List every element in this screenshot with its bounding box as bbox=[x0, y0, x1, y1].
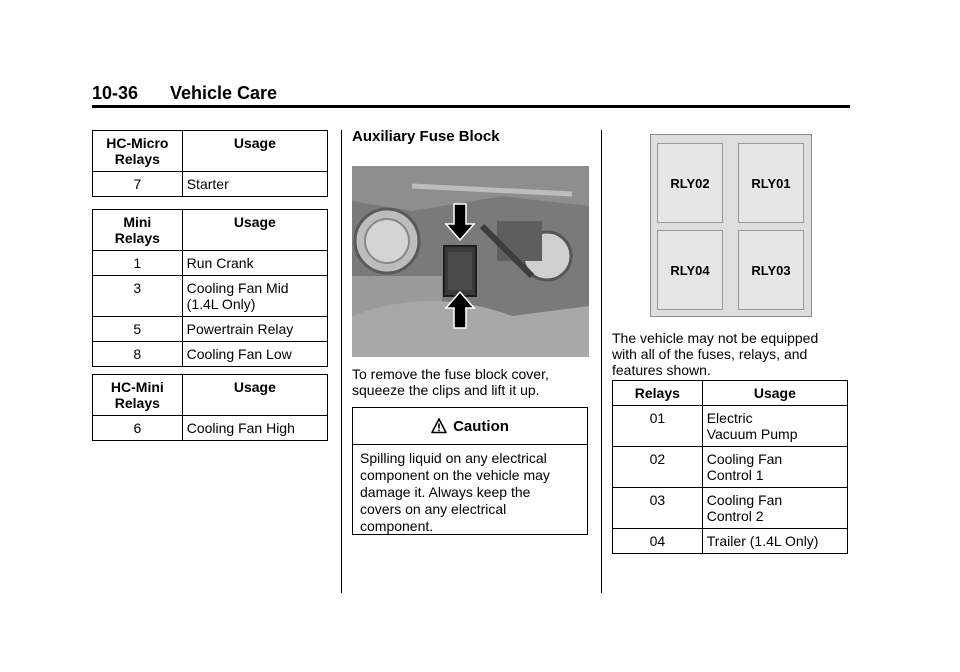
table-header-cell: Mini Relays bbox=[93, 210, 183, 251]
caution-heading-text: Caution bbox=[453, 417, 509, 435]
relay-number-cell: 01 bbox=[613, 406, 703, 447]
relay-usage-cell: Starter bbox=[182, 172, 327, 197]
caution-text: Spilling liquid on any electrical component on the vehicle may damage it. Always keep the covers on any electrical component. bbox=[360, 450, 550, 534]
relay-usage-cell: Run Crank bbox=[182, 251, 327, 276]
table-row bbox=[613, 447, 848, 488]
table-row bbox=[93, 276, 328, 317]
relay-number-cell: 02 bbox=[613, 447, 703, 488]
table-header-cell: Usage bbox=[182, 131, 327, 172]
table-row bbox=[93, 416, 328, 441]
relay-number-cell: 6 bbox=[93, 416, 183, 441]
caution-heading bbox=[353, 408, 587, 445]
table-row bbox=[613, 529, 848, 554]
relay-number-cell: 7 bbox=[93, 172, 183, 197]
engine-compartment-photo bbox=[352, 166, 589, 357]
relay-slot-rly03: RLY03 bbox=[738, 230, 804, 310]
relay-usage-cell: Cooling Fan Low bbox=[182, 342, 327, 367]
auxiliary-fuse-block-heading: Auxiliary Fuse Block bbox=[352, 128, 500, 145]
relay-slot-rly02: RLY02 bbox=[657, 143, 723, 223]
relay-layout-diagram bbox=[650, 134, 812, 317]
table-header-cell: Usage bbox=[182, 375, 327, 416]
table-header-row bbox=[93, 375, 328, 416]
column-divider-left bbox=[341, 130, 342, 593]
table-header-cell: HC-Mini Relays bbox=[93, 375, 183, 416]
header-rule bbox=[92, 105, 850, 108]
table-header-row bbox=[613, 381, 848, 406]
caution-box bbox=[352, 407, 588, 535]
relay-usage-cell: Trailer (1.4L Only) bbox=[702, 529, 847, 554]
table-header-cell: Relays bbox=[613, 381, 703, 406]
table-header-cell: Usage bbox=[182, 210, 327, 251]
table-row bbox=[93, 342, 328, 367]
relays-usage-table bbox=[612, 380, 848, 554]
table-row bbox=[93, 172, 328, 197]
relay-slot-rly04: RLY04 bbox=[657, 230, 723, 310]
relay-number-cell: 1 bbox=[93, 251, 183, 276]
table-row bbox=[93, 317, 328, 342]
relay-usage-cell: Electric Vacuum Pump bbox=[702, 406, 847, 447]
table-row bbox=[613, 488, 848, 529]
relay-number-cell: 04 bbox=[613, 529, 703, 554]
relay-number-cell: 3 bbox=[93, 276, 183, 317]
relay-usage-cell: Cooling Fan Control 1 bbox=[702, 447, 847, 488]
relay-usage-cell: Cooling Fan Control 2 bbox=[702, 488, 847, 529]
page-number: 10-36 bbox=[92, 83, 139, 103]
table-header-cell: Usage bbox=[702, 381, 847, 406]
relay-number-cell: 03 bbox=[613, 488, 703, 529]
hc-mini-relays-table bbox=[92, 374, 328, 441]
column-divider-right bbox=[601, 130, 602, 593]
remove-cover-instruction: To remove the fuse block cover, squeeze the clips and lift it up. bbox=[352, 366, 549, 398]
hc-micro-relays-table bbox=[92, 130, 328, 197]
relay-number-cell: 8 bbox=[93, 342, 183, 367]
table-row bbox=[613, 406, 848, 447]
relay-usage-cell: Powertrain Relay bbox=[182, 317, 327, 342]
table-header-row bbox=[93, 210, 328, 251]
relay-usage-cell: Cooling Fan Mid (1.4L Only) bbox=[182, 276, 327, 317]
table-header-cell: HC-Micro Relays bbox=[93, 131, 183, 172]
section-title: Vehicle Care bbox=[170, 83, 278, 103]
warning-icon bbox=[431, 418, 447, 434]
relay-slot-rly01: RLY01 bbox=[738, 143, 804, 223]
relay-usage-cell: Cooling Fan High bbox=[182, 416, 327, 441]
mini-relays-table bbox=[92, 209, 328, 367]
table-header-row bbox=[93, 131, 328, 172]
table-row bbox=[93, 251, 328, 276]
relay-number-cell: 5 bbox=[93, 317, 183, 342]
equipment-note: The vehicle may not be equipped with all of the fuses, relays, and features shown. bbox=[612, 330, 819, 378]
page-header bbox=[92, 82, 850, 108]
